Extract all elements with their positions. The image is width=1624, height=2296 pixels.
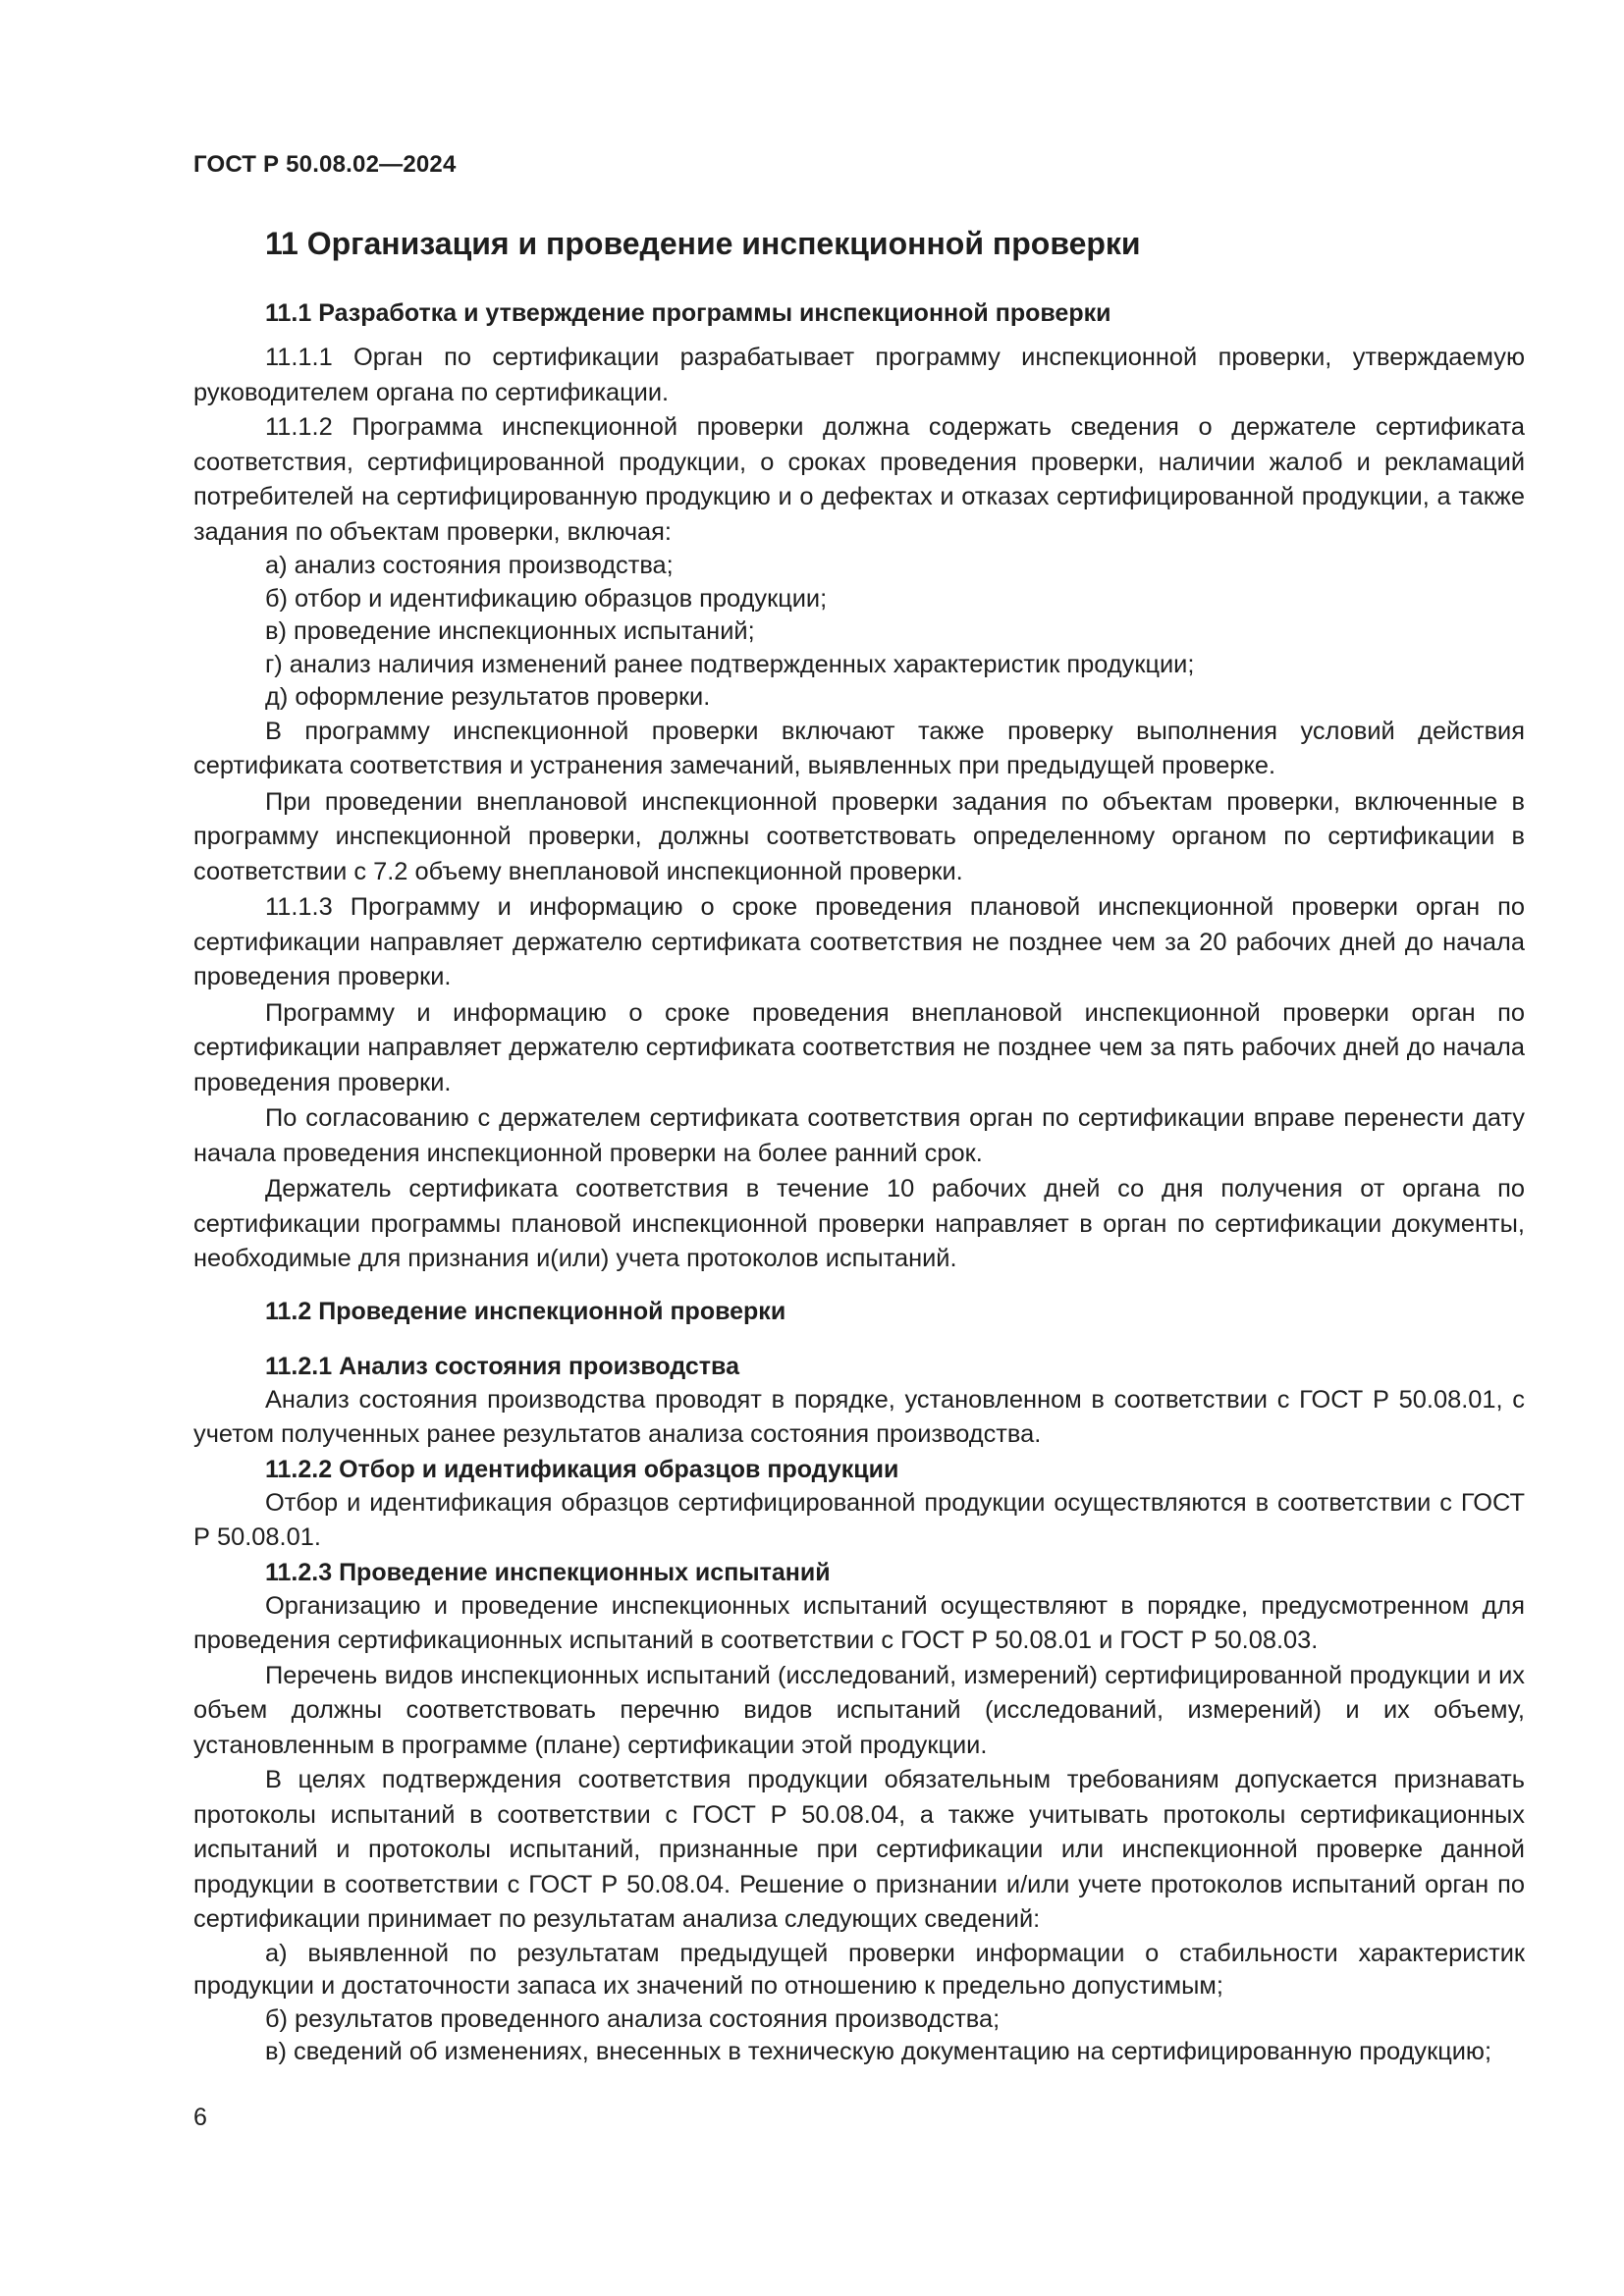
list-item: д) оформление результатов проверки. bbox=[265, 683, 711, 711]
list-item: г) анализ наличия изменений ранее подтвержденных характеристик продукции; bbox=[265, 650, 1195, 678]
paragraph-11-1-2: 11.1.2 Программа инспекционной проверки должна содержать сведения о держателе сертификата соответствия, сертифицированной продукции, о сроках проведения проверки, наличии жалоб и рекламаций потребителей на сертифицированную продукцию и о дефектах и отказах сертифицированной продукции, а также задания по объектам проверки, включая: bbox=[193, 413, 1525, 546]
subsection-title-11-2-1: 11.2.1 Анализ состояния производства bbox=[265, 1352, 739, 1380]
subsection-title-11-2-3: 11.2.3 Проведение инспекционных испытаний bbox=[265, 1558, 831, 1586]
section-title: 11 Организация и проведение инспекционной проверки bbox=[265, 226, 1141, 261]
paragraph-11-1-1: 11.1.1 Орган по сертификации разрабатывает программу инспекционной проверки, утверждаемую руководителем органа по сертификации. bbox=[193, 344, 1525, 406]
paragraph: Организацию и проведение инспекционных испытаний осуществляют в порядке, предусмотренном для проведения сертификационных испытаний в соответствии с ГОСТ Р 50.08.01 и ГОСТ Р 50.08.03. bbox=[193, 1591, 1525, 1654]
list-item: а) анализ состояния производства; bbox=[265, 552, 674, 579]
paragraph: Держатель сертификата соответствия в течение 10 рабочих дней со дня получения от органа по сертификации программы плановой инспекционной проверки направляет в орган по сертификации документы, необходимые для признания и(или) учета протоколов испытаний. bbox=[193, 1175, 1525, 1272]
list-item: в) проведение инспекционных испытаний; bbox=[265, 617, 755, 645]
list-item: а) выявленной по результатам предыдущей проверки информации о стабильности характеристик продукции и достаточности запаса их значений по отношению к предельно допустимым; bbox=[193, 1939, 1525, 2000]
paragraph: В программу инспекционной проверки включают также проверку выполнения условий действия сертификата соответствия и устранения замечаний, выявленных при предыдущей проверке. bbox=[193, 717, 1525, 779]
list-item: б) результатов проведенного анализа состояния производства; bbox=[265, 2004, 1001, 2033]
list-item: в) сведений об изменениях, внесенных в техническую документацию на сертифицированную продукцию; bbox=[265, 2038, 1492, 2065]
paragraph: При проведении внеплановой инспекционной проверки задания по объектам проверки, включенные в программу инспекционной проверки, должны соответствовать определенному органом по сертификации в соответствии с 7.2 объему внеплановой инспекционной проверки. bbox=[193, 787, 1525, 885]
paragraph: Программу и информацию о сроке проведения внеплановой инспекционной проверки орган по сертификации направляет держателю сертификата соответствия не позднее чем за пять рабочих дней до начала проведения проверки. bbox=[193, 998, 1525, 1096]
page-content bbox=[193, 224, 1525, 2069]
paragraph: В целях подтверждения соответствия продукции обязательным требованиям допускается признавать протоколы испытаний в соответствии с ГОСТ Р 50.08.04, а также учитывать протоколы сертификационных испытаний и протоколы испытаний, признанные при сертификации или инспекционной проверке данной продукции в соответствии с ГОСТ Р 50.08.04. Решение о признании и/или учете протоколов испытаний орган по сертификации принимает по результатам анализа следующих сведений: bbox=[193, 1766, 1525, 1933]
paragraph: Перечень видов инспекционных испытаний (исследований, измерений) сертифицированной продукции и их объем должны соответствовать перечню видов испытаний (исследований, измерений) и их объему, установленным в программе (плане) сертификации этой продукции. bbox=[193, 1661, 1525, 1759]
subsection-title-11-2-2: 11.2.2 Отбор и идентификация образцов продукции bbox=[265, 1455, 899, 1483]
paragraph-11-1-3: 11.1.3 Программу и информацию о сроке проведения плановой инспекционной проверки орган по сертификации направляет держателю сертификата соответствия не позднее чем за 20 рабочих дней до начала проведения проверки. bbox=[193, 893, 1525, 990]
subsection-title-11-2: 11.2 Проведение инспекционной проверки bbox=[265, 1297, 786, 1325]
list-item: б) отбор и идентификацию образцов продукции; bbox=[265, 584, 828, 613]
standard-code-header: ГОСТ Р 50.08.02—2024 bbox=[193, 151, 457, 178]
page-number: 6 bbox=[193, 2104, 207, 2131]
paragraph: По согласованию с держателем сертификата соответствия орган по сертификации вправе перенести дату начала проведения инспекционной проверки на более ранний срок. bbox=[193, 1104, 1525, 1167]
paragraph: Анализ состояния производства проводят в порядке, установленном в соответствии с ГОСТ Р 50.08.01, с учетом полученных ранее результатов анализа состояния производства. bbox=[193, 1385, 1525, 1448]
subsection-title-11-1: 11.1 Разработка и утверждение программы инспекционной проверки bbox=[265, 299, 1111, 327]
paragraph: Отбор и идентификация образцов сертифицированной продукции осуществляются в соответствии с ГОСТ Р 50.08.01. bbox=[193, 1488, 1525, 1551]
